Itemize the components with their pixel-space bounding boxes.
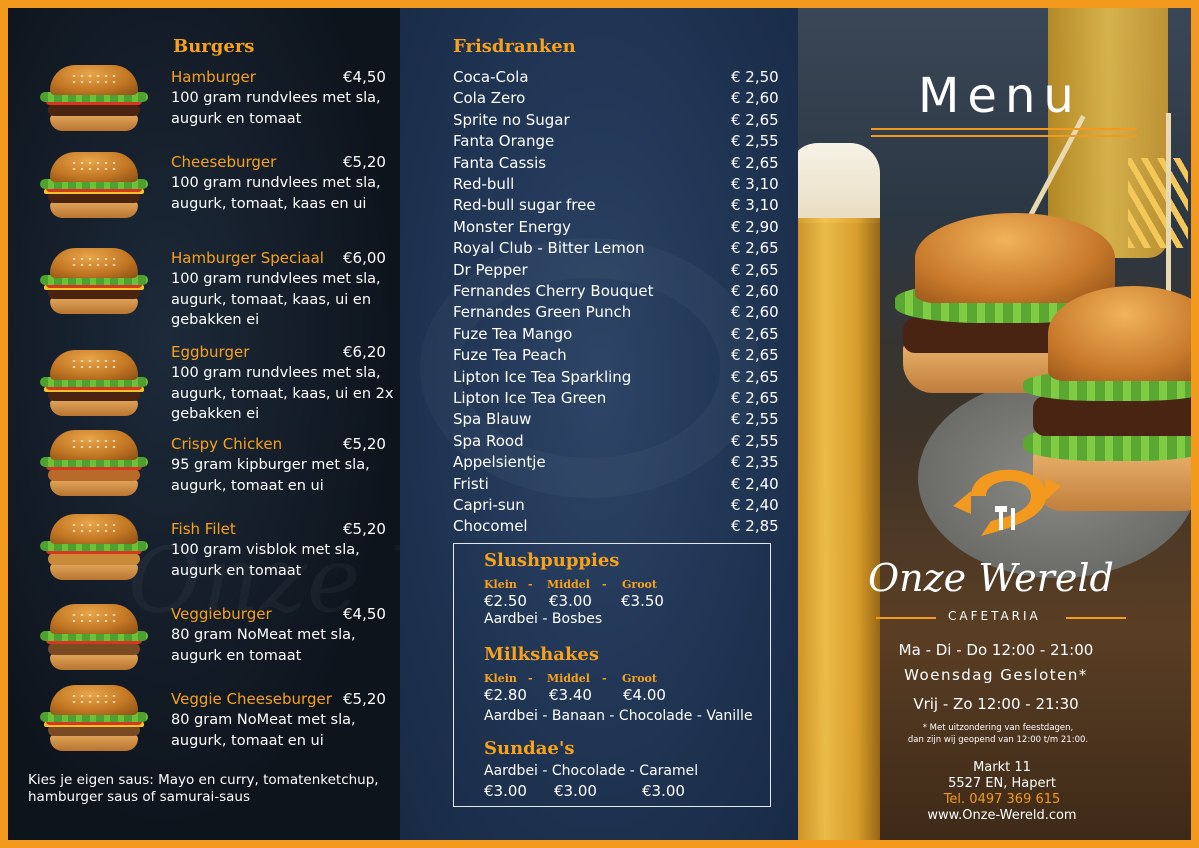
- drink-row: [453, 154, 781, 175]
- drink-row: [453, 175, 781, 196]
- drink-name: Fuze Tea Peach: [453, 346, 567, 365]
- divider: [876, 617, 936, 619]
- drink-row: [453, 196, 781, 217]
- burger-image: [38, 685, 150, 753]
- title-underline: [871, 135, 1137, 137]
- burger-desc: 100 gram rundvlees met sla, augurk, tomaat, kaas, ui en gebakken ei: [171, 271, 381, 328]
- size-label: Middel: [547, 578, 590, 591]
- brand-logo-icon: [951, 456, 1063, 538]
- size-sep: -: [528, 672, 533, 685]
- size-sep: -: [528, 578, 533, 591]
- menu-title: Menu: [918, 68, 1082, 124]
- price-value: €3.50: [621, 592, 664, 610]
- drink-name: Fanta Orange: [453, 132, 555, 151]
- drink-name: Fanta Cassis: [453, 153, 547, 172]
- drink-row: [453, 346, 781, 367]
- drink-price: € 2,55: [731, 431, 779, 450]
- drink-name: Spa Rood: [453, 431, 524, 450]
- slush-title: Slushpuppies: [484, 550, 620, 571]
- burger-name: Fish Filet: [171, 520, 236, 538]
- phone-number: Tel. 0497 369 615: [943, 792, 1061, 807]
- drink-name: Appelsientje: [453, 453, 546, 472]
- burger-price: €5,20: [343, 690, 386, 708]
- drink-row: [453, 453, 781, 474]
- drink-name: Spa Blauw: [453, 410, 532, 429]
- burger-desc: 95 gram kipburger met sla, augurk, tomaat en ui: [171, 457, 370, 494]
- drink-name: Sprite no Sugar: [453, 110, 570, 129]
- burger-desc: 80 gram NoMeat met sla, augurk, tomaat en ui: [171, 712, 356, 749]
- burger-name: Hamburger Speciaal: [171, 249, 324, 267]
- drink-name: Capri-sun: [453, 496, 525, 514]
- drink-row: [453, 475, 781, 496]
- burger-image: [38, 430, 150, 498]
- opening-hours: Vrij - Zo 12:00 - 21:30: [913, 695, 1079, 713]
- drink-price: € 2,35: [731, 453, 779, 472]
- burger-name: Cheeseburger: [171, 153, 277, 171]
- burger-name: Eggburger: [171, 343, 250, 361]
- drink-name: Fristi: [453, 474, 489, 493]
- size-sep: -: [602, 578, 607, 591]
- drink-price: € 2,90: [731, 217, 779, 236]
- divider: [1066, 617, 1126, 619]
- address-street: Markt 11: [973, 760, 1031, 775]
- beer-glass: [798, 218, 880, 840]
- drink-name: Lipton Ice Tea Sparkling: [453, 367, 632, 386]
- holiday-note: dan zijn wij geopend van 12:00 t/m 21:00.: [907, 735, 1089, 745]
- opening-hours: Woensdag Gesloten*: [904, 666, 1088, 684]
- drink-row: [453, 111, 781, 132]
- burger-desc: 100 gram rundvlees met sla, augurk, tomaat, kaas en ui: [171, 175, 381, 212]
- sundae-title: Sundae's: [484, 738, 575, 759]
- drink-name: Monster Energy: [453, 217, 572, 236]
- burger-price: €5,20: [343, 153, 386, 171]
- burger-desc: 100 gram visblok met sla, augurk en tomaat: [171, 542, 360, 579]
- extras-box: [453, 543, 771, 807]
- size-label: Klein: [484, 578, 517, 591]
- drink-price: € 3,10: [731, 175, 779, 193]
- drink-price: € 2,65: [731, 153, 779, 172]
- size-label: Klein: [484, 672, 517, 685]
- burger-image: [38, 152, 150, 220]
- drink-price: € 2,60: [731, 89, 779, 108]
- burger-name: Veggieburger: [171, 605, 272, 623]
- opening-hours: Ma - Di - Do 12:00 - 21:00: [898, 641, 1094, 659]
- drink-price: € 2,50: [731, 68, 779, 86]
- website-link[interactable]: www.Onze-Wereld.com: [927, 808, 1077, 823]
- price-value: €3.00: [484, 782, 527, 800]
- burger-price: €4,50: [343, 68, 386, 86]
- holiday-note: * Met uitzondering van feestdagen,: [922, 723, 1074, 733]
- drink-row: [453, 261, 781, 282]
- skewer: [1166, 113, 1171, 293]
- drink-name: Red-bull sugar free: [453, 196, 596, 215]
- price-value: €2.80: [484, 686, 527, 704]
- price-value: €3.00: [554, 782, 597, 800]
- photo-panel: [798, 8, 1191, 840]
- drink-row: [453, 303, 781, 324]
- drink-row: [453, 89, 781, 110]
- burger-desc: 80 gram NoMeat met sla, augurk en tomaat: [171, 627, 356, 664]
- sundae-flavors: Aardbei - Chocolade - Caramel: [484, 763, 699, 779]
- drink-price: € 2,60: [731, 282, 779, 300]
- drink-row: [453, 368, 781, 389]
- burger-price: €6,20: [343, 343, 386, 361]
- drink-name: Red-bull: [453, 175, 515, 193]
- fries-image: [1128, 158, 1188, 248]
- drinks-panel: [400, 8, 798, 840]
- drink-row: [453, 517, 781, 538]
- drink-name: Lipton Ice Tea Green: [453, 389, 607, 407]
- burgers-title: Burgers: [173, 36, 255, 57]
- burger-image: [38, 65, 150, 133]
- drink-row: [453, 432, 781, 453]
- drink-name: Fernandes Cherry Bouquet: [453, 282, 654, 300]
- drink-price: € 2,65: [731, 239, 779, 258]
- drink-name: Coca-Cola: [453, 68, 529, 86]
- brand-name: Onze Wereld: [868, 556, 1114, 600]
- price-value: €3.00: [549, 592, 592, 610]
- price-value: €3.00: [642, 782, 685, 800]
- drink-name: Cola Zero: [453, 89, 526, 108]
- burger-image: [38, 350, 150, 418]
- drink-price: € 2,65: [731, 260, 779, 279]
- burger-price: €6,00: [343, 249, 386, 267]
- price-value: €4.00: [623, 686, 666, 704]
- burger-price: €4,50: [343, 605, 386, 623]
- burger-desc: 100 gram rundvlees met sla, augurk en tomaat: [171, 90, 381, 127]
- drink-row: [453, 282, 781, 303]
- drinks-title: Frisdranken: [453, 36, 576, 57]
- burger-image: [38, 248, 150, 316]
- drink-price: € 2,40: [731, 474, 779, 493]
- address-city: 5527 EN, Hapert: [948, 776, 1056, 791]
- size-label: Middel: [547, 672, 590, 685]
- drink-row: [453, 68, 781, 89]
- drink-price: € 2,65: [731, 110, 779, 129]
- drink-price: € 2,40: [731, 496, 779, 514]
- sauce-note: Kies je eigen saus: Mayo en curry, tomatenketchup, hamburger saus of samurai-saus: [28, 772, 379, 805]
- beer-foam: [798, 143, 880, 223]
- burgers-panel: [8, 8, 400, 840]
- burger-name: Veggie Cheeseburger: [171, 690, 332, 708]
- drink-price: € 2,55: [731, 132, 779, 151]
- drink-row: [453, 496, 781, 517]
- size-label: Groot: [622, 578, 657, 591]
- drink-row: [453, 239, 781, 260]
- drink-name: Fuze Tea Mango: [453, 324, 573, 343]
- drink-price: € 2,85: [731, 517, 779, 536]
- title-underline: [871, 128, 1137, 130]
- size-label: Groot: [622, 672, 657, 685]
- drink-name: Fernandes Green Punch: [453, 303, 632, 322]
- drink-name: Dr Pepper: [453, 260, 528, 279]
- drink-price: € 2,65: [731, 346, 779, 365]
- drink-row: [453, 132, 781, 153]
- burger-image: [38, 604, 150, 672]
- milk-title: Milkshakes: [484, 644, 600, 665]
- drink-price: € 2,60: [731, 303, 779, 322]
- burger-price: €5,20: [343, 520, 386, 538]
- burger-name: Crispy Chicken: [171, 435, 283, 453]
- drink-price: € 2,65: [731, 389, 779, 407]
- drink-price: € 3,10: [731, 196, 779, 215]
- drink-name: Chocomel: [453, 517, 528, 536]
- drink-row: [453, 389, 781, 410]
- drink-price: € 2,65: [731, 324, 779, 343]
- price-value: €3.40: [549, 686, 592, 704]
- drink-row: [453, 410, 781, 431]
- menu-frame: [8, 8, 1191, 840]
- drink-name: Royal Club - Bitter Lemon: [453, 239, 645, 258]
- burger-name: Hamburger: [171, 68, 256, 86]
- burger-desc: 100 gram rundvlees met sla, augurk, tomaat, kaas, ui en 2x gebakken ei: [171, 365, 394, 422]
- slush-flavors: Aardbei - Bosbes: [484, 611, 603, 627]
- burger-image: [38, 514, 150, 582]
- drink-row: [453, 325, 781, 346]
- drink-row: [453, 218, 781, 239]
- drink-price: € 2,55: [731, 410, 779, 429]
- milk-flavors: Aardbei - Banaan - Chocolade - Vanille: [484, 708, 753, 724]
- brand-subtitle: CAFETARIA: [948, 609, 1041, 623]
- burger-price: €5,20: [343, 435, 386, 453]
- size-sep: -: [602, 672, 607, 685]
- price-value: €2.50: [484, 592, 527, 610]
- drink-price: € 2,65: [731, 367, 779, 386]
